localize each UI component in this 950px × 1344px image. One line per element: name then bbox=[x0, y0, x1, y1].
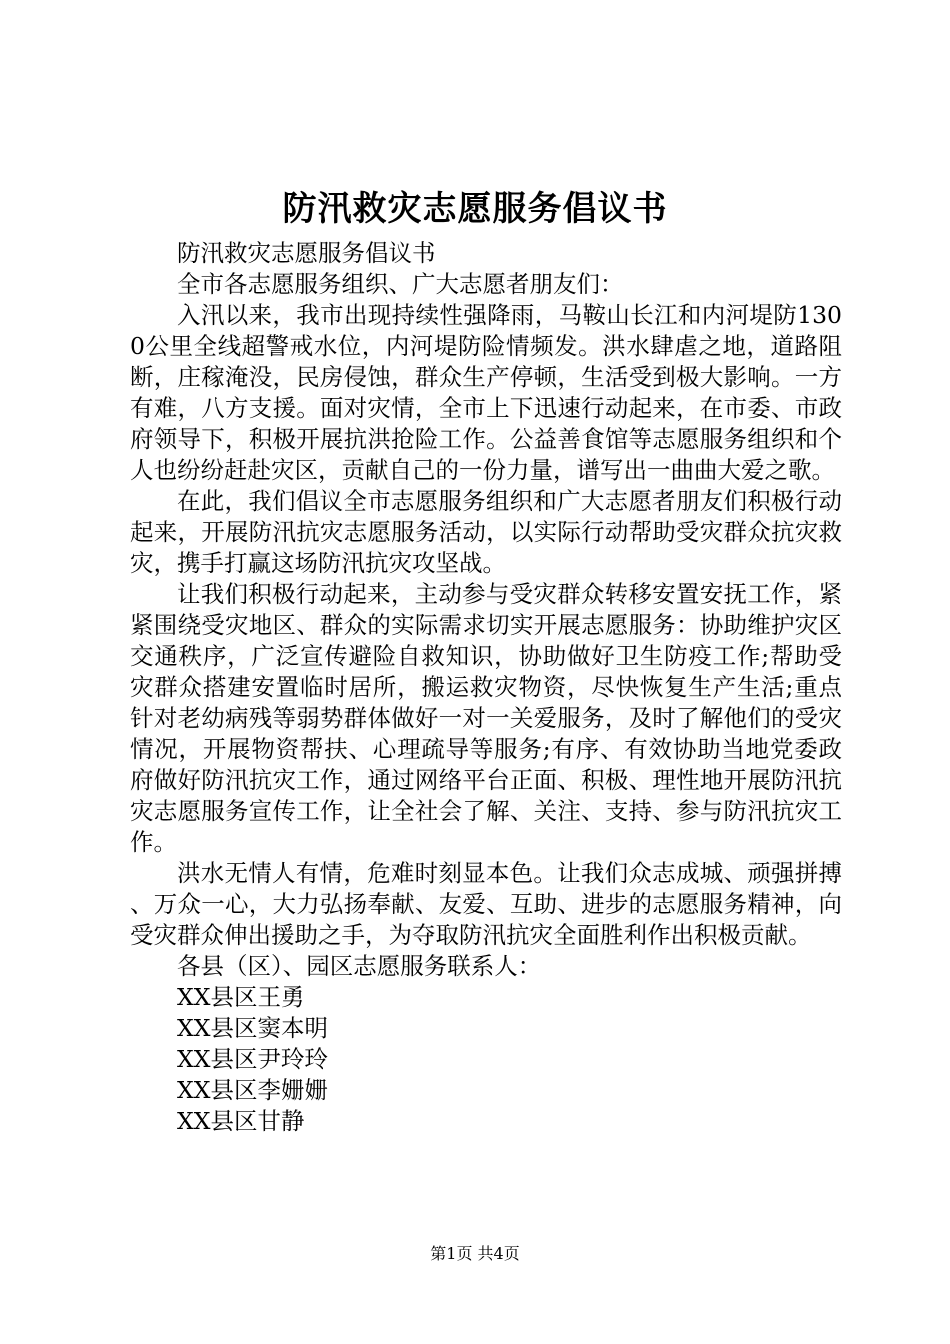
document-title: 防汛救灾志愿服务倡议书 bbox=[282, 189, 668, 229]
paragraph-situation: 入汛以来，我市出现持续性强降雨，马鞍山长江和内河堤防1300公里全线超警戒水位，内河堤防险情频发。洪水肆虐之地，道路阻断，庄稼淹没，民房侵蚀，群众生产停顿，生活受到极大影响。一方有难，八方支援。面对灾情，全市上下迅速行动起来，在市委、市政府领导下，积极开展抗洪抢险工作。公益善食馆等志愿服务组织和个人也纷纷赶赴灾区，贡献自己的一份力量，谱写出一曲曲大爱之歌。 bbox=[130, 301, 842, 484]
contact-line: XX县区窦本明 bbox=[177, 1014, 328, 1042]
paragraph-proposal: 在此，我们倡议全市志愿服务组织和广大志愿者朋友们积极行动起来，开展防汛抗灾志愿服务活动，以实际行动帮助受灾群众抗灾救灾，携手打赢这场防汛抗灾攻坚战。 bbox=[130, 487, 842, 577]
paragraph-actions: 让我们积极行动起来，主动参与受灾群众转移安置安抚工作，紧紧围绕受灾地区、群众的实际需求切实开展志愿服务：协助维护灾区交通秩序，广泛宣传避险自救知识，协助做好卫生防疫工作;帮助受灾群众搭建安置临时居所，搬运救灾物资，尽快恢复生产生活;重点针对老幼病残等弱势群体做好一对一关爱服务，及时了解他们的受灾情况，开展物资帮扶、心理疏导等服务;有序、有效协助当地党委政府做好防汛抗灾工作，通过网络平台正面、积极、理性地开展防汛抗灾志愿服务宣传工作，让全社会了解、关注、支持、参与防汛抗灾工作。 bbox=[130, 580, 842, 856]
document-body bbox=[130, 238, 842, 1137]
paragraph-contacts-heading: 各县（区）、园区志愿服务联系人： bbox=[177, 952, 542, 980]
contact-line: XX县区王勇 bbox=[177, 983, 305, 1011]
contact-line: XX县区李姗姗 bbox=[177, 1076, 328, 1104]
page-number-footer: 第1页 共4页 bbox=[430, 1244, 520, 1263]
paragraph-salutation: 全市各志愿服务组织、广大志愿者朋友们： bbox=[177, 270, 624, 298]
paragraph-heading: 防汛救灾志愿服务倡议书 bbox=[177, 239, 436, 267]
paragraph-call-to-action: 洪水无情人有情，危难时刻显本色。让我们众志成城、顽强拼搏、万众一心，大力弘扬奉献、友爱、互助、进步的志愿服务精神，向受灾群众伸出援助之手，为夺取防汛抗灾全面胜利作出积极贡献。 bbox=[130, 859, 842, 949]
contact-line: XX县区甘静 bbox=[177, 1107, 305, 1135]
contact-line: XX县区尹玲玲 bbox=[177, 1045, 328, 1073]
